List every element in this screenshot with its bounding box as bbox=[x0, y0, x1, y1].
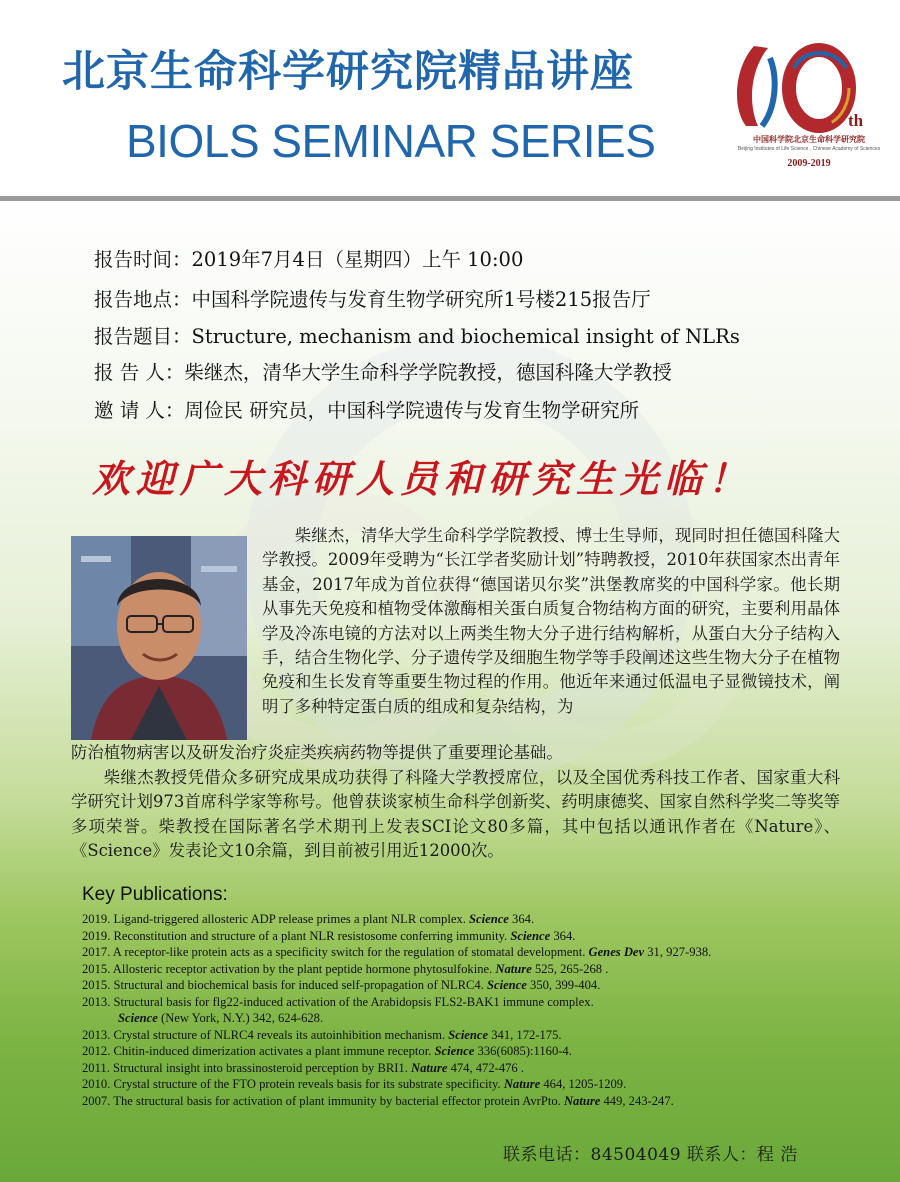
bio-paragraph-2: 柴继杰教授凭借众多研究成果成功获得了科隆大学教授席位，以及全国优秀科技工作者、国家重大科学研究计划973首席科学家等称号。他曾获谈家桢生命科学创新奖、药明康德奖、国家自然科学奖二等奖等多项荣誉。柴教授在国际著名学术期刊上发表SCI论文80多篇，其中包括以通讯作者在《Nature》、《Science》发表论文10余篇，到目前被引用近12000次。 bbox=[71, 768, 840, 861]
publication-item bbox=[82, 1060, 872, 1077]
logo-years: 2009-2019 bbox=[787, 158, 831, 169]
publication-item bbox=[82, 1076, 872, 1093]
publications-heading: Key Publications: bbox=[82, 884, 228, 905]
publication-title: 2017. A receptor-like protein acts as a specificity switch for the regulation of stomatal development. bbox=[82, 945, 589, 959]
publication-item bbox=[82, 977, 872, 994]
publication-reference: 31, 927-938. bbox=[644, 945, 712, 959]
publication-journal: Nature bbox=[503, 1077, 541, 1091]
publication-title: 2015. Structural and biochemical basis for induced self-propagation of NLRC4. bbox=[82, 978, 487, 992]
publication-item bbox=[82, 1093, 872, 1110]
title-chinese: 北京生命科学研究院精品讲座 bbox=[62, 47, 634, 97]
publication-title: 2015. Allosteric receptor activation by the plant peptide hormone phytosulfokine. bbox=[82, 961, 496, 976]
info-label: 报告题目： bbox=[94, 325, 192, 348]
publication-journal: Science bbox=[469, 912, 509, 926]
info-label: 邀 请 人： bbox=[94, 399, 185, 422]
publication-item bbox=[82, 1027, 872, 1044]
bio-paragraph-1: 柴继杰，清华大学生命科学学院教授、博士生导师，现同时担任德国科隆大学教授。2009年受聘为“长江学者奖励计划”特聘教授，2010年获国家杰出青年基金，2017年成为首位获得“德国诺贝尔奖”洪堡教席奖的中国科学家。他长期从事先天免疫和植物受体激酶相关蛋白质复合物结构方面的研究，主要利用晶体学及冷冻电镜的方法对以上两类生物大分子进行结构解析，从蛋白大分子结构入手，结合生物化学、分子遗传学及细胞生物学等手段阐述这些生物大分子在植物免疫和生长发育等重要生物过程的作用。他近年来通过低温电子显微镜技术，阐明了多种特定蛋白质的组成和复杂结构，为 bbox=[262, 526, 840, 716]
logo-org-chinese: 中国科学院北京生命科学研究院 bbox=[753, 134, 865, 144]
logo-org-english: Beijing Institutes of Life Science , Chinese Academy of Sciences bbox=[737, 146, 881, 152]
publication-journal: Science bbox=[510, 928, 551, 943]
publication-item bbox=[82, 911, 872, 928]
info-value: Structure, mechanism and biochemical insight of NLRs bbox=[191, 325, 740, 348]
publication-reference: 336(6085):1160-4. bbox=[474, 1044, 572, 1058]
info-value: 柴继杰，清华大学生命科学学院教授，德国科隆大学教授 bbox=[184, 361, 672, 384]
ten-mark-icon bbox=[724, 38, 894, 134]
anniversary-logo bbox=[724, 38, 894, 178]
publication-reference: 364. bbox=[550, 928, 576, 943]
publication-item bbox=[82, 1010, 872, 1027]
info-label: 报告地点： bbox=[94, 288, 192, 311]
header bbox=[0, 0, 900, 196]
publication-reference: 341, 172-175. bbox=[488, 1027, 562, 1042]
info-time bbox=[94, 244, 523, 272]
bio-paragraph-1-end: 防治植物病害以及研发治疗炎症类疾病药物等提供了重要理论基础。 bbox=[71, 743, 563, 762]
publication-reference: (New York, N.Y.) 342, 624-628. bbox=[157, 1011, 324, 1025]
publication-title: 2019. Ligand-triggered allosteric ADP release primes a plant NLR complex. bbox=[82, 912, 470, 926]
publication-title: 2013. Structural basis for flg22-induced activation of the Arabidopsis FLS2-BAK1 immune complex. bbox=[82, 994, 594, 1009]
publication-item bbox=[82, 1043, 872, 1060]
publication-journal: Science bbox=[487, 978, 527, 992]
publication-item bbox=[82, 994, 872, 1011]
publication-reference: 364. bbox=[508, 912, 535, 926]
publication-reference: 350, 399-404. bbox=[526, 978, 601, 992]
publication-title: 2012. Chitin-induced dimerization activates a plant immune receptor. bbox=[82, 1044, 435, 1058]
publication-journal: Nature bbox=[411, 1060, 448, 1075]
speaker-photo bbox=[71, 536, 247, 740]
publication-reference: 474, 472-476 . bbox=[447, 1060, 525, 1075]
info-label: 报 告 人： bbox=[94, 361, 185, 384]
info-value: 周俭民 研究员，中国科学院遗传与发育生物学研究所 bbox=[184, 399, 640, 422]
publication-title: 2011. Structural insight into brassinosteroid perception by BRI1. bbox=[82, 1060, 412, 1075]
publication-journal: Nature bbox=[495, 961, 532, 976]
title-english: BIOLS SEMINAR SERIES bbox=[126, 115, 656, 167]
info-speaker bbox=[94, 357, 672, 385]
publications-list bbox=[82, 911, 872, 1109]
publication-title: 2019. Reconstitution and structure of a plant NLR resistosome conferring immunity. bbox=[82, 928, 511, 943]
info-topic bbox=[94, 321, 740, 349]
info-location bbox=[94, 284, 651, 312]
publication-journal: Science bbox=[448, 1027, 489, 1042]
publication-item bbox=[82, 928, 872, 945]
publication-reference: 525, 265-268 . bbox=[531, 961, 609, 976]
welcome-banner: 欢迎广大科研人员和研究生光临！ bbox=[92, 456, 753, 501]
info-value: 2019年7月4日（星期四）上午 10:00 bbox=[191, 248, 524, 271]
contact-info: 联系电话：84504049 联系人：程 浩 bbox=[503, 1145, 798, 1165]
publication-journal: Genes Dev bbox=[588, 945, 645, 959]
publication-journal: Nature bbox=[563, 1093, 601, 1108]
info-label: 报告时间： bbox=[94, 248, 192, 271]
publication-reference: 464, 1205-1209. bbox=[540, 1077, 627, 1091]
publication-title: 2013. Crystal structure of NLRC4 reveals its autoinhibition mechanism. bbox=[82, 1027, 449, 1042]
publication-item bbox=[82, 961, 872, 978]
publication-journal: Science bbox=[434, 1044, 475, 1058]
publication-reference: 449, 243-247. bbox=[600, 1093, 674, 1108]
publication-journal: Science bbox=[118, 1011, 158, 1025]
publication-title: 2010. Crystal structure of the FTO protein reveals basis for its substrate specificity. bbox=[82, 1077, 504, 1091]
info-host bbox=[94, 395, 639, 423]
logo-th: th bbox=[848, 111, 864, 130]
header-divider bbox=[0, 196, 900, 201]
publication-item bbox=[82, 944, 872, 961]
publication-title: 2007. The structural basis for activation of plant immunity by bacterial effector protein AvrPto. bbox=[82, 1093, 564, 1108]
info-value: 中国科学院遗传与发育生物学研究所1号楼215报告厅 bbox=[191, 288, 651, 311]
portrait-image bbox=[71, 536, 247, 740]
